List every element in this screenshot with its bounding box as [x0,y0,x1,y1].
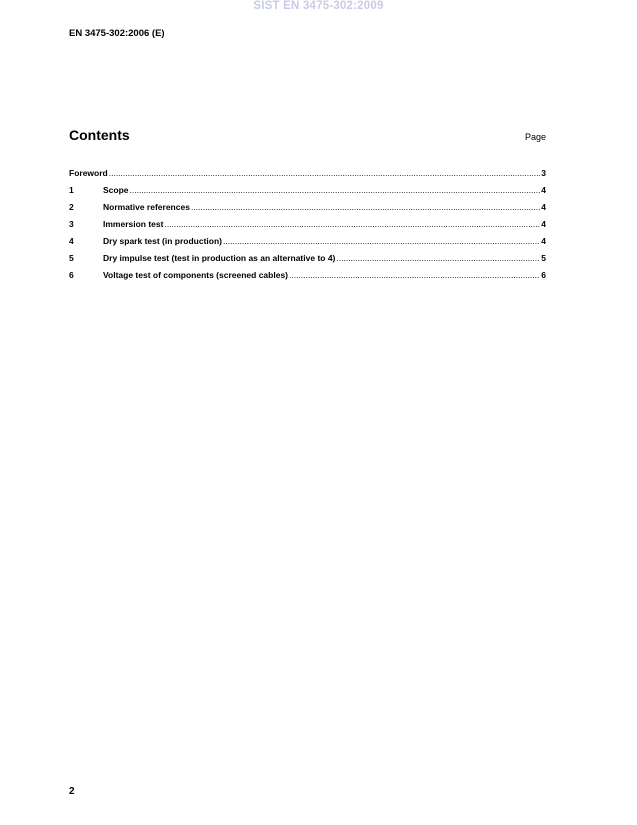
toc-entry-title: Immersion test [103,219,164,229]
toc-entry-title: Scope [103,185,129,195]
toc-entry-scope[interactable] [69,182,546,199]
table-of-contents [69,165,546,284]
toc-entry-foreword[interactable] [69,165,546,182]
toc-entry-page: 4 [541,185,546,195]
toc-entry-immersion-test[interactable] [69,216,546,233]
toc-entry-page: 4 [541,236,546,246]
toc-entry-page: 4 [541,202,546,212]
dot-leader [336,250,540,267]
contents-heading: Contents [69,127,130,143]
toc-entry-number: 6 [69,270,74,280]
toc-entry-title: Dry spark test (in production) [103,236,223,246]
toc-entry-number: 2 [69,202,74,212]
toc-entry-page: 5 [541,253,546,263]
toc-entry-title: Voltage test of components (screened cables) [103,270,288,280]
toc-entry-dry-impulse-test[interactable] [69,250,546,267]
document-id-header: EN 3475-302:2006 (E) [69,28,165,39]
toc-entry-number: 5 [69,253,74,263]
toc-entry-page: 6 [541,270,546,280]
dot-leader [109,165,541,182]
toc-entry-number: 1 [69,185,74,195]
toc-entry-title: Foreword [69,168,108,178]
dot-leader [223,233,540,250]
toc-entry-title: Dry impulse test (test in production as an alternative to 4) [103,253,336,263]
dot-leader [130,182,541,199]
toc-entry-voltage-test[interactable] [69,267,546,284]
dot-leader [289,267,540,284]
page-number: 2 [69,786,75,797]
toc-entry-page: 3 [541,168,546,178]
page-column-label: Page [524,132,546,142]
toc-entry-dry-spark-test[interactable] [69,233,546,250]
dot-leader [191,199,540,216]
toc-entry-number: 3 [69,219,74,229]
watermark-text: SIST EN 3475-302:2009 [253,0,384,12]
toc-entry-normative-references[interactable] [69,199,546,216]
toc-entry-number: 4 [69,236,74,246]
toc-entry-title: Normative references [103,202,190,212]
toc-entry-page: 4 [541,219,546,229]
dot-leader [164,216,540,233]
